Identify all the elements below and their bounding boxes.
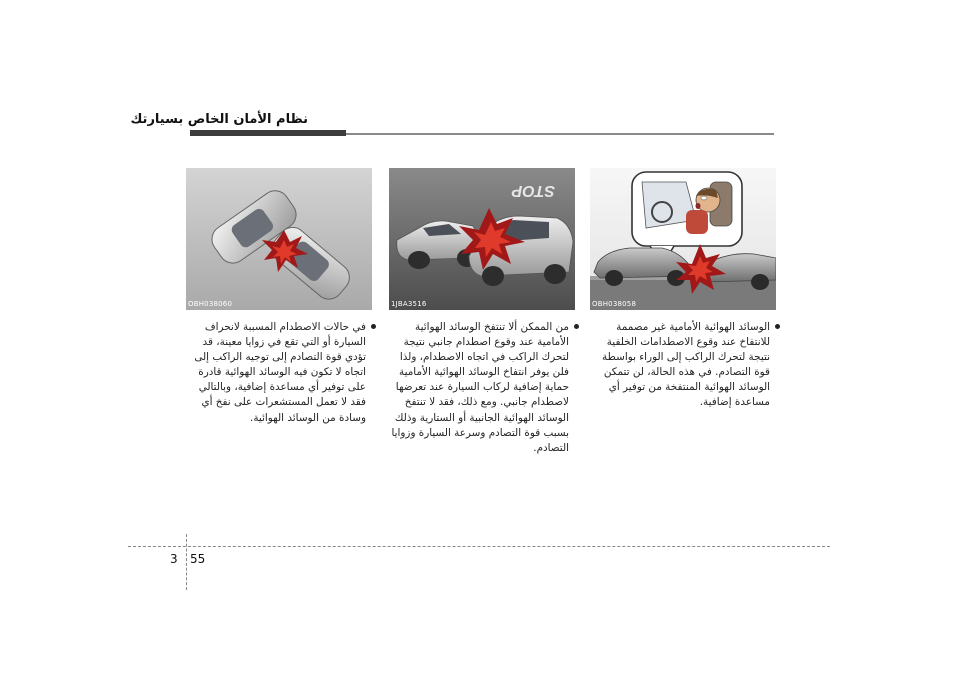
- bullet-paragraph: من الممكن ألا تنتفخ الوسائد الهوائية الأمامية عند وقوع اصطدام جانبي نتيجة لتحرك الراكب في اتجاه الاصطدام، ولذا فلن يوفر انتفاخ الوسائد الهوائية الأمامية حماية إضافية لركاب السيارة عند تعرضها لاصطدام جانبي. ومع ذلك، فقد لا تنتفخ الوسائد الهوائية الجانبية أو الستارية وذلك بسبب قوة التصادم وسرعة السيارة وزوايا التصادم.: [391, 321, 569, 454]
- image-code: 1JBA3516: [391, 300, 427, 308]
- footer-rule: [128, 546, 830, 547]
- side-impact-illustration: [389, 168, 575, 310]
- page-number: 55: [190, 552, 206, 566]
- illustration-panel-rear-impact: [590, 168, 776, 310]
- header-bar-light: [346, 133, 774, 135]
- bullet-paragraph: الوسائد الهوائية الأمامية غير مصممة للانتفاخ عند وقوع الاصطدامات الخلفية نتيجة لتحرك الراكب إلى الوراء بواسطة قوة التصادم. في هذه الحالة، لن تتمكن الوسائد الهوائية المنتفخة من توفير أي مساعدة إضافية.: [602, 321, 770, 409]
- bullet-point: [775, 324, 780, 329]
- illustration-panel-side-impact: [389, 168, 575, 310]
- image-code: OBH038060: [188, 300, 233, 308]
- bullet-paragraph: في حالات الاصطدام المسببة لانحراف السيارة أو التي تقع في زوايا معينة، قد تؤدي قوة التصادم إلى توجيه الراكب إلى اتجاه لا تكون فيه الوسائد الهوائية قادرة على توفير أي مساعدة إضافية، وبالتالي فقد لا تعمل المستشعرات على نفخ أي وسادة من الوسائد الهوائية.: [194, 321, 366, 424]
- bullet-point: [371, 324, 376, 329]
- angled-crash-illustration: [186, 168, 372, 310]
- illustration-panel-angled-crash: [186, 168, 372, 310]
- bullet-text-angled-crash: [186, 320, 366, 426]
- image-code: OBH038058: [592, 300, 637, 308]
- header-bar-dark: [190, 130, 346, 136]
- footer-divider: [186, 534, 187, 590]
- rear-impact-illustration: [590, 168, 776, 310]
- header-title: نظام الأمان الخاص بسيارتك: [130, 112, 308, 127]
- section-number: 3: [170, 552, 178, 566]
- road-stop-text: STOP: [511, 182, 555, 199]
- bullet-point: [574, 324, 579, 329]
- bullet-text-side-impact: [389, 320, 569, 456]
- bullet-text-rear-impact: [590, 320, 770, 411]
